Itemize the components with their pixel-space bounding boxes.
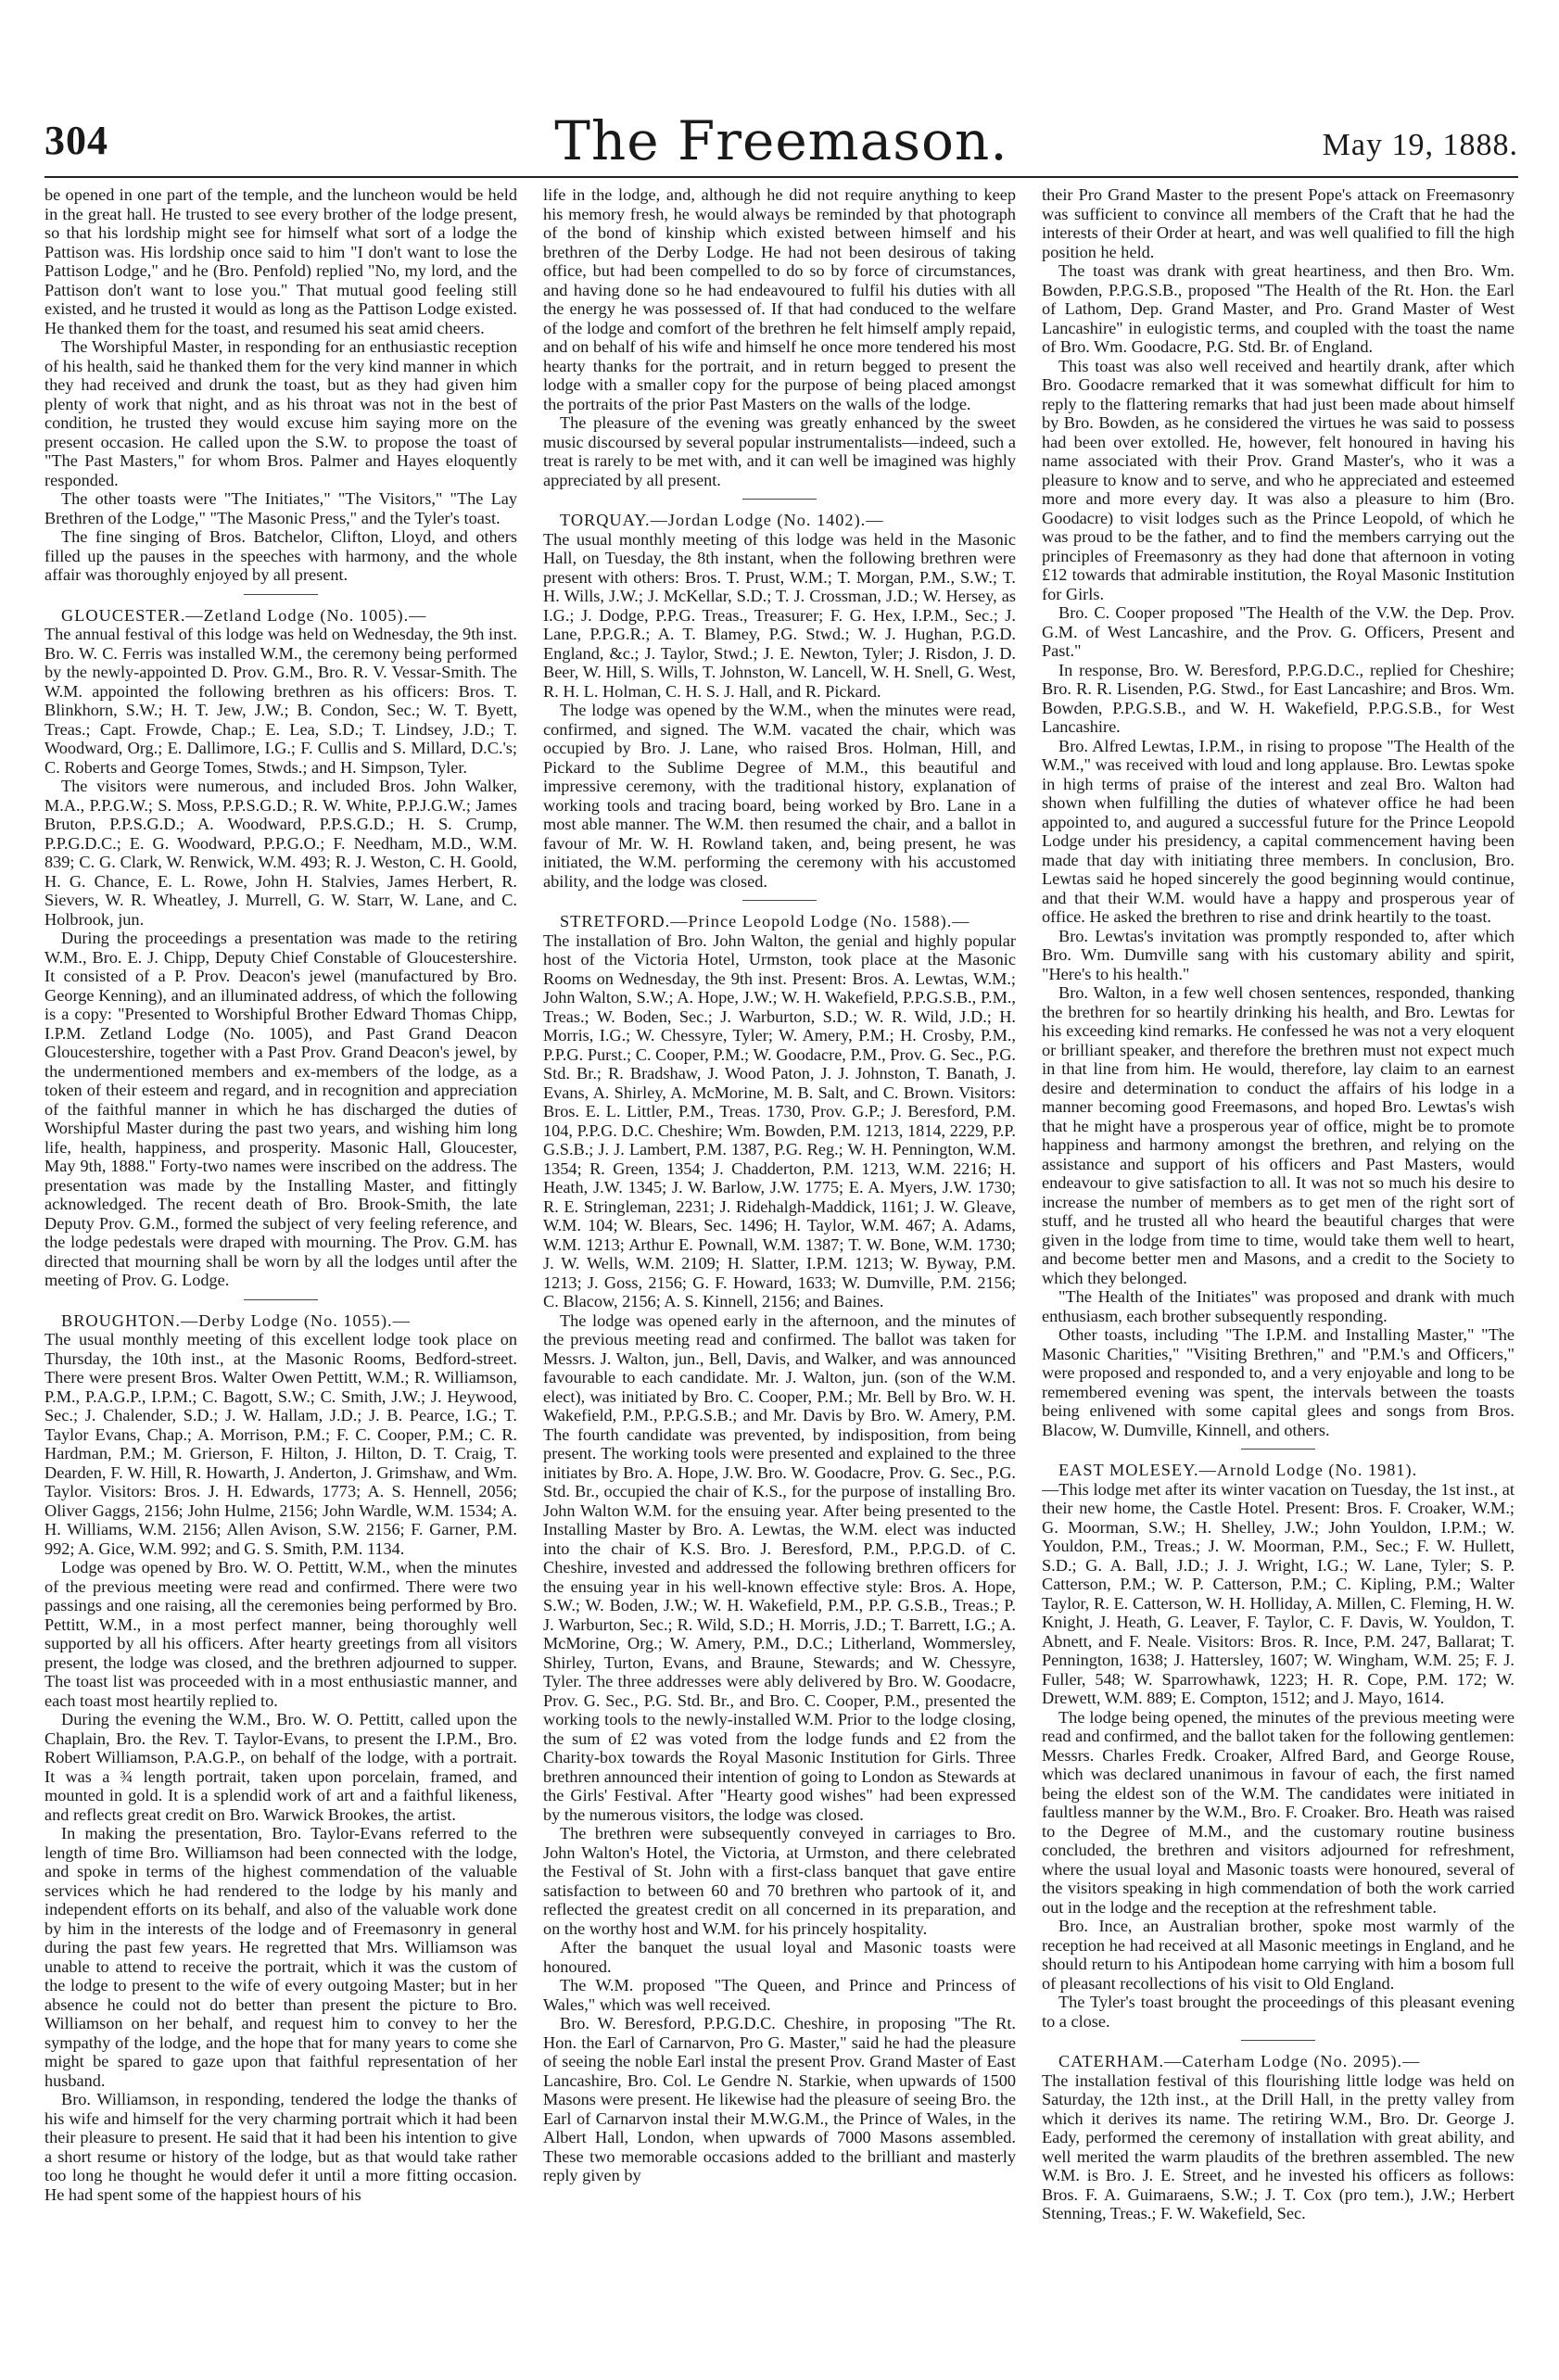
paragraph: The installation of Bro. John Walton, the genial and highly popular host of the Victoria Hotel, Urmston, took place at the Masonic Rooms on Wednesday, the 9th inst. Present: Bros. A. Lewtas, W.M.; John Walton, S.W.; A. Hope, J.W.; W. H. Wakefield, P.P.G.S.B., P.M., Treas.; W. Boden, Sec.; J. Warburton, S.D.; W. R. Wild, J.D.; H. Morris, I.G.; W. Chessyre, Tyler; W. Amery, P.M.; H. Crosby, P.M., P.P.G. Purst.; C. Cooper, P.M.; W. Goodacre, P.M., Prov. G. Sec., P.G. Std. Br.; R. Bradshaw, J. Wood Paton, J. J. Johnston, T. Banath, J. Evans, A. Shirley, A. McMorine, M. B. Salt, and C. Brown. Visitors: Bros. E. L. Littler, P.M., Treas. 1730, Prov. G.P.; J. Beresford, P.M. 104, P.P.G. D.C. Cheshire; Wm. Bowden, P.M. 1213, 1814, 2229, P.P. G.S.B.; J. J. Lambert, P.M. 1387, P.G. Reg.; W. H. Pennington, W.M. 1354; R. Green, 1354; J. Chadderton, P.M. 1213, W.M. 2216; H. Heath, J.W. 1345; J. W. Barlow, J.W. 1775; E. A. Myers, J.W. 1730; R. E. Stringleman, 2231; J. Ridehalgh-Maddick, 1161; J. W. Gleave, W.M. 104; W. Blears, Sec. 1496; H. Taylor, W.M. 467; A. Adams, W.M. 1213; Arthur E. Pownall, W.M. 1387; T. W. Bone, W.M. 1730; J. W. Wells, W.M. 2109; H. Slatter, I.P.M. 1213; W. Byway, P.M. 1213; J. Goss, 2156; G. F. Howard, 1633; W. Dumville, P.M. 2156; C. Blacow, 2156; A. S. Kinnell, 2156; and Baines. bbox=[543, 930, 1016, 1310]
paragraph: The Worshipful Master, in responding for an enthusiastic reception of his health, said he thanked them for the very kind manner in which they had received and drunk the toast, but as they had given him plenty of work that night, and as his throat was not in the best of condition, he trusted they would excuse him saying more on the present occasion. He called upon the S.W. to propose the toast of "The Past Masters," for whom Bros. Palmer and Hayes eloquently responded. bbox=[44, 337, 517, 489]
column-3 bbox=[1042, 185, 1515, 2363]
header-rule bbox=[44, 176, 1518, 178]
paragraph: During the proceedings a presentation was made to the retiring W.M., Bro. E. J. Chipp, Deputy Chief Constable of Gloucestershire. It consisted of a P. Prov. Deacon's jewel (manufactured by Bro. George Kenning), and an illuminated address, of which the following is a copy: "Presented to Worshipful Brother Edward Thomas Chipp, I.P.M. Zetland Lodge (No. 1005), and Past Grand Deacon Gloucestershire, together with a Past Prov. Grand Deacon's jewel, by the undermentioned members and ex-members of the lodge, as a token of their esteem and regard, and in recognition and appreciation of the faithful manner in which he has discharged the duties of Worshipful Master during the past two years, and wishing him long life, health, happiness, and prosperity. Masonic Hall, Gloucester, May 9th, 1888." Forty-two names were inscribed on the address. The presentation was made by the Installing Master, and fittingly acknowledged. The recent death of Bro. Brook-Smith, the late Deputy Prov. G.M., formed the subject of very feeling reference, and the lodge pedestals were draped with mourning. The Prov. G.M. has directed that mourning shall be worn by all the lodges until after the meeting of Prov. G. Lodge. bbox=[44, 929, 517, 1289]
masthead bbox=[44, 109, 1518, 174]
paragraph: The fine singing of Bros. Batchelor, Clifton, Lloyd, and others filled up the pauses in the speeches with harmony, and the whole affair was thoroughly enjoyed by all present. bbox=[44, 527, 517, 584]
column-2 bbox=[543, 185, 1016, 2363]
paragraph: The pleasure of the evening was greatly enhanced by the sweet music discoursed by several popular instrumentalists—indeed, such a treat is rarely to be met with, and it can well be imagined was highly appreciated by all present. bbox=[543, 413, 1016, 489]
section-divider bbox=[742, 499, 817, 500]
paragraph: The other toasts were "The Initiates," "The Visitors," "The Lay Brethren of the Lodge," "The Masonic Press," and the Tyler's toast. bbox=[44, 489, 517, 527]
report-title: EAST MOLESEY.—Arnold Lodge (No. 1981). bbox=[1058, 1461, 1418, 1479]
issue-date: May 19, 1888. bbox=[1322, 128, 1518, 162]
paragraph: After the banquet the usual loyal and Masonic toasts were honoured. bbox=[543, 1938, 1016, 1976]
column-1 bbox=[44, 185, 517, 2363]
report-title: CATERHAM.—Caterham Lodge (No. 2095).— bbox=[1058, 2052, 1421, 2070]
newspaper-title: The Freemason. bbox=[554, 109, 1008, 172]
paragraph: Lodge was opened by Bro. W. O. Pettitt, W.M., when the minutes of the previous meeting were read and confirmed. There were two passings and one raising, all the ceremonies being performed by Bro. Pettitt, W.M., in a most perfect manner, being thoroughly well supported by all his officers. After hearty greetings from all visitors present, the lodge was closed, and the brethren adjourned to supper. The toast list was proceeded with in a most enthusiastic manner, and each toast most heartily replied to. bbox=[44, 1558, 517, 1710]
paragraph: Bro. Alfred Lewtas, I.P.M., in rising to propose "The Health of the W.M.," was received with loud and long applause. Bro. Lewtas spoke in high terms of praise of the interest and zeal Bro. Walton had shown when fulfilling the duties of whatever office he had been appointed to, and augured a successful future for the Prince Leopold Lodge under his presidency, a capital commencement having been made that day with initiating three members. In conclusion, Bro. Lewtas said he hoped sincerely the good beginning would continue, and that their W.M. would have a happy and prosperous year of office. He asked the brethren to rise and drink heartily to the toast. bbox=[1042, 736, 1515, 926]
paragraph: —This lodge met after its winter vacation on Tuesday, the 1st inst., at their new home, the Castle Hotel. Present: Bros. F. Croaker, W.M.; G. Moorman, S.W.; H. Shelley, J.W.; John Youldon, I.P.M.; W. Youldon, P.M., Treas.; J. W. Moorman, P.M., Sec.; F. W. Hullett, S.D.; G. A. Ball, J.D.; J. J. Wright, I.G.; W. Lane, Tyler; S. P. Catterson, P.M.; W. P. Catterson, P.M.; C. Kipling, P.M.; Walter Taylor, R. E. Catterson, W. H. Holliday, A. Millen, C. Fleming, H. W. Knight, J. Heath, G. Leaver, F. Taylor, C. F. Davis, W. Youldon, T. Abnett, and F. Neale. Visitors: Bros. R. Ince, P.M. 247, Ballarat; T. Pennington, 1638; J. Hattersley, 1607; W. Wingham, W.M. 25; F. J. Fuller, 548; W. Sparrowhawk, 1223; H. R. Cope, P.M. 172; W. Drewett, W.M. 889; E. Compton, 1512; and J. Mayo, 1614. bbox=[1042, 1479, 1515, 1707]
paragraph: Bro. Williamson, in responding, tendered the lodge the thanks of his wife and himself for the very charming portrait which it had been their pleasure to present. He said that it had been his intention to give a short resume or history of the lodge, but as that would take rather too long he thought he would defer it until a more fitting occasion. He had spent some of the happiest hours of his bbox=[44, 2090, 517, 2204]
paragraph: In response, Bro. W. Beresford, P.P.G.D.C., replied for Cheshire; Bro. R. R. Lisenden, P.G. Stwd., for East Lancashire; and Bros. Wm. Bowden, P.P.G.S.B., and W. H. Wakefield, P.P.G.S.B., for West Lancashire. bbox=[1042, 660, 1515, 736]
paragraph: The toast was drank with great heartiness, and then Bro. Wm. Bowden, P.P.G.S.B., proposed "The Health of the Rt. Hon. the Earl of Lathom, Dep. Grand Master, and Pro. Grand Master of West Lancashire" in eulogistic terms, and coupled with the toast the name of Bro. Wm. Goodacre, P.G. Std. Br. of England. bbox=[1042, 261, 1515, 356]
report-title: BROUGHTON.—Derby Lodge (No. 1055).— bbox=[61, 1310, 411, 1330]
report-heading bbox=[44, 606, 517, 626]
report-title: TORQUAY.—Jordan Lodge (No. 1402).— bbox=[560, 511, 884, 529]
report-heading bbox=[543, 511, 1016, 530]
paragraph: Bro. Ince, an Australian brother, spoke most warmly of the reception he had received at all Masonic meetings in England, and he should return to his Antipodean home carrying with him a bosom full of pleasant recollections of his visit to Old England. bbox=[1042, 1917, 1515, 1993]
paragraph: The lodge being opened, the minutes of the previous meeting were read and confirmed, and the ballot taken for the following gentlemen: Messrs. Charles Fredk. Croaker, Alfred Bard, and George Rouse, which was declared unanimous in favour of each, the first named being the eldest son of the W.M. The candidates were initiated in faultless manner by the W.M., Bro. F. Croaker. Bro. Heath was raised to the Degree of M.M., and the customary routine business concluded, the brethren and visitors adjourned for refreshment, where the usual loyal and Masonic toasts were honoured, several of the visitors speaking in high commendation of both the work carried out in the lodge and the reception at the refreshment table. bbox=[1042, 1707, 1515, 1917]
paragraph: Other toasts, including "The I.P.M. and Installing Master," "The Masonic Charities," "Visiting Brethren," and "P.M.'s and Officers," were proposed and responded to, and a very enjoyable and long to be remembered evening was spent, the intervals between the toasts being enlivened with some capital glees and songs from Bros. Blacow, W. Dumville, Kinnell, and others. bbox=[1042, 1325, 1515, 1439]
paragraph: The annual festival of this lodge was held on Wednesday, the 9th inst. Bro. W. C. Ferris was installed W.M., the ceremony being performed by the newly-appointed D. Prov. G.M., Bro. R. V. Vessar-Smith. The W.M. appointed the following brethren as his officers: Bros. T. Blinkhorn, S.W.; H. T. Jew, J.W.; B. Condon, Sec.; W. T. Byett, Treas.; Capt. Frowde, Chap.; E. Lea, S.D.; T. Lindsey, J.D.; T. Woodward, Org.; E. Dallimore, I.G.; F. Cullis and S. Millard, D.C.'s; C. Roberts and George Tomes, Stwds.; and H. Simpson, Tyler. bbox=[44, 625, 517, 777]
paragraph: Bro. W. Beresford, P.P.G.D.C. Cheshire, in proposing "The Rt. Hon. the Earl of Carnarvon, Pro G. Master," said he had the pleasure of seeing the noble Earl instal the present Prov. Grand Master of East Lancashire, Bro. Col. Le Gendre N. Starkie, when upwards of 1500 Masons were present. He likewise had the pleasure of seeing Bro. the Earl of Carnarvon instal their M.W.G.M., the Prince of Wales, in the Albert Hall, London, when upwards of 7000 Masons assembled. These two memorable occasions added to the brilliant and masterly reply given by bbox=[543, 2014, 1016, 2184]
paragraph: In making the presentation, Bro. Taylor-Evans referred to the length of time Bro. Williamson had been connected with the lodge, and spoke in terms of the highest commendation of the valuable services which he had rendered to the lodge by his manly and independent efforts on its behalf, and also of the valuable work done by him in the interests of the lodge and of Freemasonry in general during the past few years. He regretted that Mrs. Williamson was unable to attend to receive the portrait, which it was the custom of the lodge to present to the wife of every outgoing Master; but in her absence he could not do better than present the picture to Bro. Williamson on her behalf, and request him to convey to her the sympathy of the lodge, and the hope that for many years to come she might be spared to gaze upon that faithful representation of her husband. bbox=[44, 1824, 517, 2090]
paragraph: The usual monthly meeting of this lodge was held in the Masonic Hall, on Tuesday, the 8th instant, when the following brethren were present with others: Bros. T. Prust, W.M.; T. Morgan, P.M., S.W.; T. H. Wills, J.W.; J. McKellar, S.D.; T. J. Crossman, J.D.; W. Hersey, as I.G.; J. Dodge, P.P.G. Treas., Treasurer; F. G. Hex, I.P.M., Sec.; J. Lane, P.P.G.R.; A. T. Blamey, P.G. Stwd.; W. J. Hughan, P.G.D. England, &c.; J. Taylor, Stwd.; J. E. Newton, Tyler; J. Risdon, J. D. Beer, W. Hill, S. Wills, T. Johnston, W. Lancell, W. H. Snell, G. West, R. H. L. Holman, C. H. S. J. Hall, and R. Pickard. bbox=[543, 529, 1016, 701]
report-heading bbox=[543, 912, 1016, 931]
paragraph: This toast was also well received and heartily drank, after which Bro. Goodacre remarked that it was somewhat difficult for him to reply to the flattering remarks that had just been made about himself by Bro. Bowden, as he considered the virtues he was said to possess had been over extolled. He, however, felt honoured in having his name associated with their Prov. Grand Master's, who it was a pleasure to know and to serve, and who he appreciated and esteemed more and more every day. It was also a pleasure to him (Bro. Goodacre) to visit lodges such as the Prince Leopold, of which he was proud to be the father, and to find the members carrying out the principles of Freemasonry as they had done that afternoon in voting £12 towards that admirable institution, the Royal Masonic Institution for Girls. bbox=[1042, 356, 1515, 603]
paragraph: The lodge was opened by the W.M., when the minutes were read, confirmed, and signed. The W.M. vacated the chair, which was occupied by Bro. J. Lane, who raised Bros. Holman, Hill, and Pickard to the Sublime Degree of M.M., this beautiful and impressive ceremony, with the traditional history, explanation of working tools and tracing board, being worked by Bro. Lane in a most able manner. The W.M. then resumed the chair, and a ballot in favour of Mr. W. H. Rowland taken, and, being present, he was initiated, the W.M. performing the ceremony with his accustomed ability, and the lodge was closed. bbox=[543, 701, 1016, 891]
report-heading bbox=[1042, 1461, 1515, 1480]
paragraph: The usual monthly meeting of this excellent lodge took place on Thursday, the 10th inst., at the Masonic Rooms, Bedford-street. There were present Bros. Walter Owen Pettitt, W.M.; R. Williamson, P.M., P.A.G.P., I.P.M.; C. Bagott, S.W.; C. Smith, J.W.; J. Heywood, Sec.; J. Chalender, S.D.; J. W. Hallam, J.D.; J. B. Pearce, I.G.; T. Taylor Evans, Chap.; A. Morrison, P.M.; F. C. Cooper, P.M.; C. R. Hardman, P.M.; M. Grierson, F. Hilton, J. Hilton, D. T. Craig, T. Dearden, F. W. Hill, R. Howarth, J. Anderton, J. Grimshaw, and Wm. Taylor. Visitors: Bros. J. H. Edwards, 1773; A. S. Hennell, 2056; Oliver Gaggs, 2156; John Hulme, 2156; John Wardle, W.M. 1534; A. H. Williams, W.M. 2156; Allen Avison, S.W. 2156; F. Garner, P.M. 992; A. Gice, W.M. 992; and G. S. Smith, P.M. 1134. bbox=[44, 1330, 517, 1558]
section-divider bbox=[244, 1299, 318, 1300]
paragraph: The Tyler's toast brought the proceedings of this pleasant evening to a close. bbox=[1042, 1993, 1515, 2031]
paragraph: The W.M. proposed "The Queen, and Prince and Princess of Wales," which was well received. bbox=[543, 1976, 1016, 2014]
paragraph: The brethren were subsequently conveyed in carriages to Bro. John Walton's Hotel, the Victoria, at Urmston, and there celebrated the Festival of St. John with a first-class banquet that gave entire satisfaction to between 60 and 70 brethren who partook of it, and reflected the greatest credit on all concerned in its preparation, and on the worthy host and W.M. for his princely hospitality. bbox=[543, 1824, 1016, 1938]
paragraph: life in the lodge, and, although he did not require anything to keep his memory fresh, he would always be reminded by that photograph of the bond of kinship which existed between himself and his brethren of the Derby Lodge. He had not been desirous of taking office, but had been compelled to do so by force of circumstances, and having done so he had endeavoured to fulfil his duties with all the energy he was possessed of. If that had conduced to the welfare of the lodge and comfort of the brethren he felt himself amply repaid, and on behalf of his wife and himself he once more tendered his most hearty thanks for the portrait, and in return begged to present the lodge with a smaller copy for the purpose of being placed amongst the portraits of the prior Past Masters on the walls of the lodge. bbox=[543, 185, 1016, 413]
report-title: GLOUCESTER.—Zetland Lodge (No. 1005).— bbox=[61, 605, 427, 625]
report-heading bbox=[1042, 2052, 1515, 2071]
paragraph: be opened in one part of the temple, and the luncheon would be held in the great hall. He trusted to see every brother of the lodge present, so that his lordship might see for himself what sort of a lodge the Pattison was. His lordship once said to him "I don't want to lose the Pattison Lodge," and he (Bro. Penfold) replied "No, my lord, and the Pattison don't want to lose you." That mutual good feeling still existed, and he trusted it would as long as the Pattison Lodge existed. He thanked them for the toast, and resumed his seat amid cheers. bbox=[44, 185, 517, 337]
report-heading bbox=[44, 1311, 517, 1331]
page-number: 304 bbox=[44, 118, 108, 163]
paragraph: The visitors were numerous, and included Bros. John Walker, M.A., P.P.G.W.; S. Moss, P.P.S.G.D.; R. W. White, P.P.J.G.W.; James Bruton, P.P.S.G.D.; A. Woodward, P.P.S.G.D.; H. S. Crump, P.P.G.D.C.; E. G. Woodward, P.P.G.O.; F. Needham, M.D., W.M. 839; C. G. Clark, W. Renwick, W.M. 493; R. J. Weston, C. H. Goold, H. G. Chance, E. L. Rowe, John H. Stalvies, James Herbert, R. Sievers, W. R. Wheatley, J. Murrell, G. W. Starr, W. Lane, and C. Holbrook, jun. bbox=[44, 777, 517, 929]
section-divider bbox=[1241, 2040, 1315, 2041]
section-divider bbox=[742, 900, 817, 901]
paragraph: The lodge was opened early in the afternoon, and the minutes of the previous meeting read and confirmed. The ballot was taken for Messrs. J. Walton, jun., Bell, Davis, and Walker, and was announced favourable to each candidate. Mr. J. Walton, jun. (son of the W.M. elect), was initiated by Bro. C. Cooper, P.M.; Mr. Bell by Bro. W. H. Wakefield, P.M., P.P.G.S.B.; and Mr. Davis by Bro. W. Amery, P.M. The fourth candidate was prevented, by indisposition, from being present. The working tools were presented and explained to the three initiates by Bro. A. Hope, J.W. Bro. W. Goodacre, Prov. G. Sec., P.G. Std. Br., occupied the chair of K.S., for the purpose of installing Bro. John Walton W.M. for the ensuing year. After being presented to the Installing Master by Bro. A. Lewtas, the W.M. elect was inducted into the chair of K.S. Bro. J. Beresford, P.M., P.P.G.D. of C. Cheshire, invested and addressed the following brethren officers for the ensuing year in his well-known effective style: Bros. A. Hope, S.W.; W. Boden, J.W.; W. H. Wakefield, P.M., P.P. G.S.B., Treas.; P. J. Warburton, Sec.; R. Wild, S.D.; H. Morris, J.D.; T. Barrett, I.G.; A. McMorine, Org.; W. Amery, P.M., D.C.; Litherland, Wommersley, Shirley, Turton, Evans, and Braune, Stewards; and W. Chessyre, Tyler. The three addresses were ably delivered by Bro. W. Goodacre, Prov. G. Sec., P.G. Std. Br., and Bro. C. Cooper, P.M., presented the working tools to the newly-installed W.M. Prior to the lodge closing, the sum of £2 was voted from the lodge funds and £2 from the Charity-box towards the Royal Masonic Institution for Girls. Three brethren announced their intention of going to London as Stewards at the Girls' Festival. After "Hearty good wishes" had been expressed by the numerous visitors, the lodge was closed. bbox=[543, 1310, 1016, 1824]
paragraph: The installation festival of this flourishing little lodge was held on Saturday, the 12th inst., at the Drill Hall, in the pretty valley from which it derives its name. The retiring W.M., Bro. Dr. George J. Eady, performed the ceremony of installation with great ability, and well merited the warm plaudits of the brethren assembled. The new W.M. is Bro. J. E. Street, and he invested his officers as follows: Bros. F. A. Guimaraens, S.W.; J. T. Cox (pro tem.), J.W.; Herbert Stenning, Treas.; F. W. Wakefield, Sec. bbox=[1042, 2070, 1515, 2222]
paragraph: Bro. C. Cooper proposed "The Health of the V.W. the Dep. Prov. G.M. of West Lancashire, and the Prov. G. Officers, Present and Past." bbox=[1042, 603, 1515, 660]
section-divider bbox=[1241, 1449, 1315, 1450]
paragraph: their Pro Grand Master to the present Pope's attack on Freemasonry was sufficient to convince all members of the Craft that he had the interests of their Order at heart, and was well qualified to fill the high position he held. bbox=[1042, 185, 1515, 261]
paragraph: Bro. Walton, in a few well chosen sentences, responded, thanking the brethren for so heartily drinking his health, and Bro. Lewtas for his exceeding kind remarks. He confessed he was not a very eloquent or brilliant speaker, and therefore the brethren must not expect much in that line from him. He would, therefore, lay claim to an earnest desire and determination to conduct the affairs of his lodge in a manner becoming good Freemasons, and hoped Bro. Lewtas's wish that he might have a prosperous year of office, might be to promote happiness and harmony amongst the brethren, and relying on the assistance and support of his officers and Past Masters, would endeavour to give satisfaction to all. It was not so much his desire to increase the number of members as to get men of the right sort of stuff, and he trusted all who heard the beautiful charges that were given in the lodge from time to time, would take them well to heart, and become better men and Masons, and a credit to the Society to which they belonged. bbox=[1042, 983, 1515, 1287]
report-title: STRETFORD.—Prince Leopold Lodge (No. 1588).— bbox=[560, 912, 970, 930]
paragraph: During the evening the W.M., Bro. W. O. Pettitt, called upon the Chaplain, Bro. the Rev. T. Taylor-Evans, to present the I.P.M., Bro. Robert Williamson, P.A.G.P., on behalf of the lodge, with a portrait. It was a ¾ length portrait, taken upon porcelain, framed, and mounted in gold. It is a splendid work of art and a faithful likeness, and reflects great credit on Bro. Warwick Brookes, the artist. bbox=[44, 1710, 517, 1824]
paragraph: Bro. Lewtas's invitation was promptly responded to, after which Bro. Wm. Dumville sang with his customary ability and spirit, "Here's to his health." bbox=[1042, 926, 1515, 983]
paragraph: "The Health of the Initiates" was proposed and drank with much enthusiasm, each brother subsequently responding. bbox=[1042, 1287, 1515, 1325]
section-divider bbox=[244, 594, 318, 595]
